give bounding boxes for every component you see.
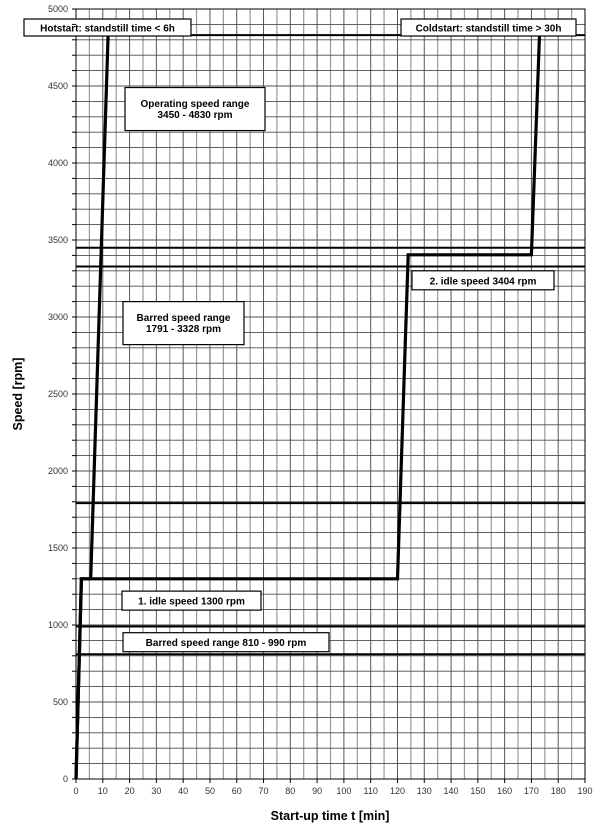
data-series bbox=[76, 35, 540, 779]
x-tick-label: 70 bbox=[258, 786, 269, 796]
annotation-idle-1 bbox=[122, 591, 261, 610]
x-tick-label: 180 bbox=[550, 786, 566, 796]
annotation-text: Barred speed range bbox=[136, 313, 231, 325]
x-tick-label: 190 bbox=[577, 786, 593, 796]
y-tick-label: 500 bbox=[52, 697, 68, 707]
y-tick-label: 1000 bbox=[47, 620, 68, 630]
annotation-text: 1791 - 3328 rpm bbox=[145, 324, 222, 336]
x-tick-label: 0 bbox=[73, 786, 79, 796]
x-tick-label: 160 bbox=[497, 786, 513, 796]
x-tick-label: 60 bbox=[231, 786, 242, 796]
annotation-coldstart bbox=[401, 19, 576, 36]
y-tick-label: 4000 bbox=[47, 158, 68, 168]
x-tick-label: 150 bbox=[470, 786, 486, 796]
annotation-hotstart bbox=[24, 19, 191, 36]
y-tick-label: 2000 bbox=[47, 466, 68, 476]
x-tick-label: 80 bbox=[285, 786, 296, 796]
x-axis-title: Start-up time t [min] bbox=[270, 809, 390, 823]
x-tick-label: 130 bbox=[416, 786, 432, 796]
y-tick-label: 3000 bbox=[47, 312, 68, 322]
annotation-text: Hotstart: standstill time < 6h bbox=[40, 23, 175, 35]
y-tick-label: 0 bbox=[62, 774, 68, 784]
x-tick-label: 140 bbox=[443, 786, 459, 796]
annotation-operating bbox=[125, 88, 265, 131]
annotation-text: Operating speed range bbox=[140, 99, 250, 111]
x-tick-label: 120 bbox=[389, 786, 405, 796]
y-tick-label: 1500 bbox=[47, 543, 68, 553]
x-tick-label: 10 bbox=[97, 786, 108, 796]
y-tick-label: 4500 bbox=[47, 81, 68, 91]
y-tick-label: 3500 bbox=[47, 235, 68, 245]
annotation-barred-upper bbox=[123, 302, 244, 345]
x-tick-label: 20 bbox=[124, 786, 135, 796]
coldstart-curve bbox=[76, 35, 540, 779]
x-tick-label: 110 bbox=[363, 786, 378, 796]
x-tick-label: 50 bbox=[204, 786, 215, 796]
annotation-text: Coldstart: standstill time > 30h bbox=[415, 23, 562, 35]
annotation-text: 2. idle speed 3404 rpm bbox=[429, 276, 537, 288]
annotation-text: 3450 - 4830 rpm bbox=[157, 110, 233, 122]
y-tick-label: 5000 bbox=[47, 4, 68, 14]
annotation-text: 1. idle speed 1300 rpm bbox=[138, 596, 245, 608]
annotation-barred-lower bbox=[123, 633, 329, 652]
y-tick-label: 2500 bbox=[47, 389, 68, 399]
y-axis-title: Speed [rpm] bbox=[11, 357, 25, 431]
x-axis-ticks bbox=[73, 779, 592, 796]
annotation-idle-2 bbox=[412, 271, 554, 290]
x-tick-label: 40 bbox=[178, 786, 189, 796]
x-tick-label: 30 bbox=[151, 786, 162, 796]
y-axis-ticks bbox=[48, 4, 76, 784]
x-tick-label: 100 bbox=[336, 786, 352, 796]
x-tick-label: 90 bbox=[312, 786, 323, 796]
x-tick-label: 170 bbox=[523, 786, 539, 796]
annotation-text: Barred speed range 810 - 990 rpm bbox=[145, 638, 307, 650]
